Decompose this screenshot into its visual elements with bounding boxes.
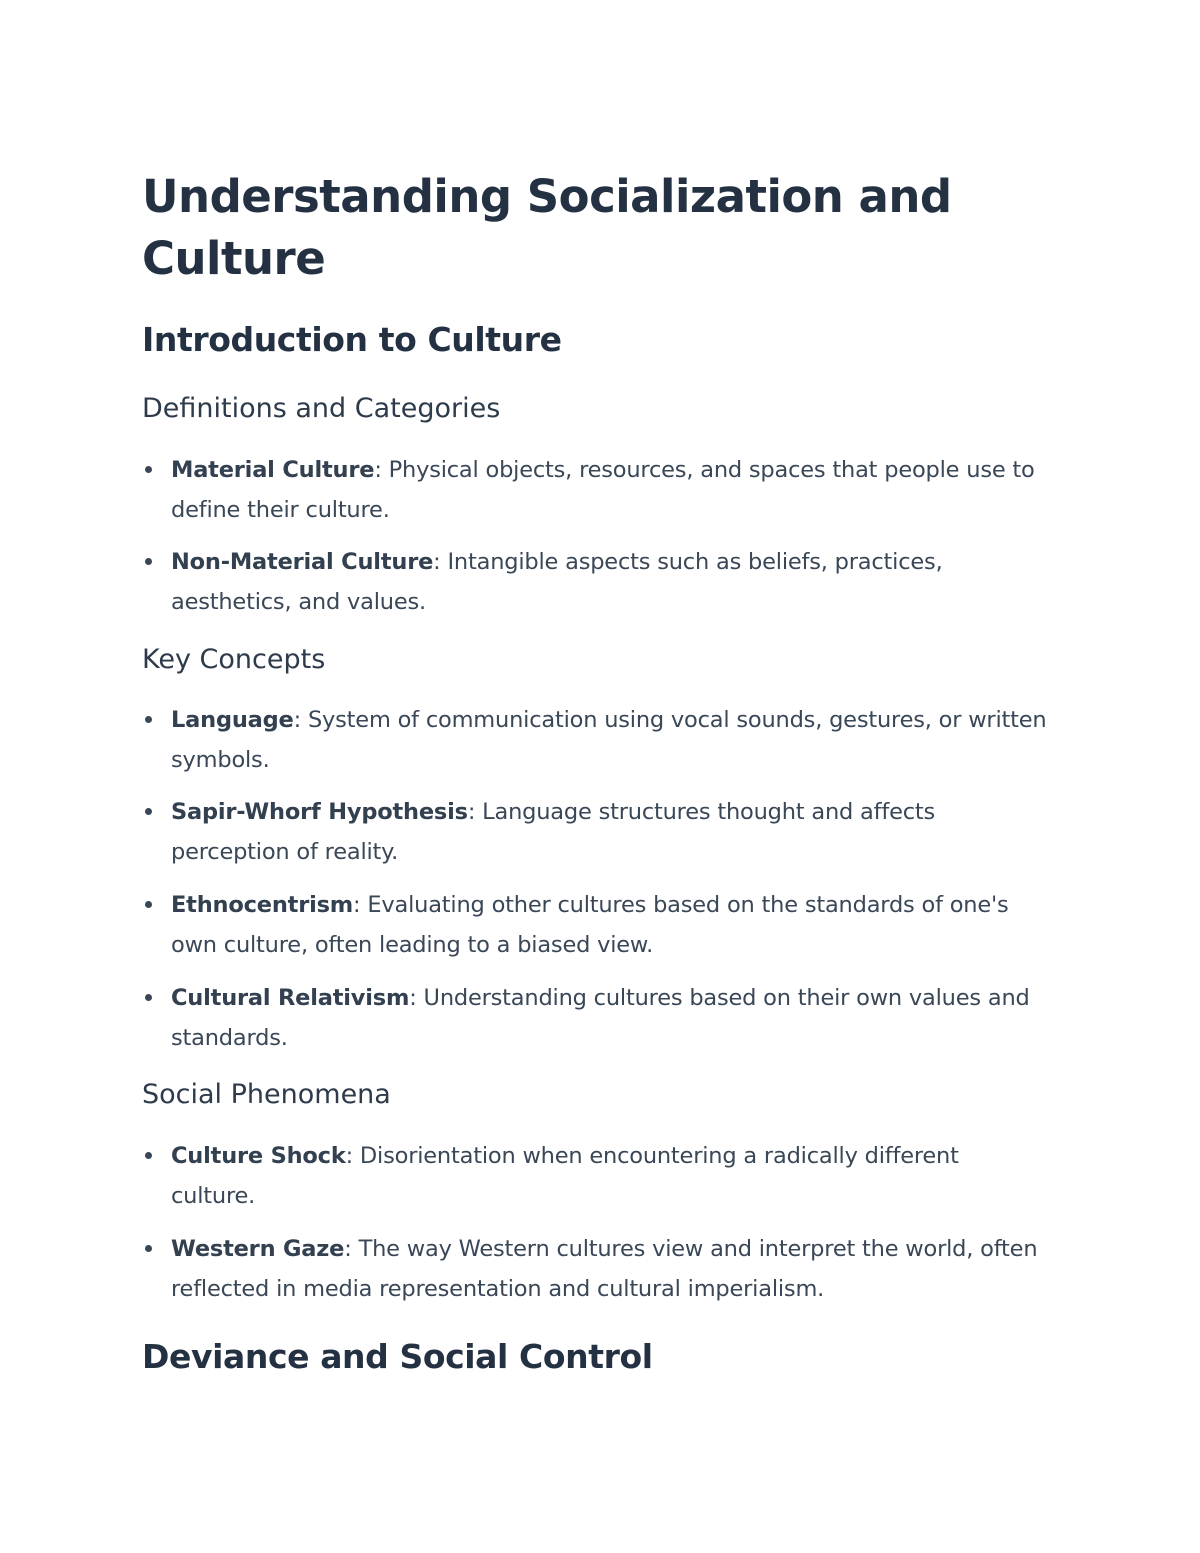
definition-text: : Intangible aspects such as beliefs, practices, aesthetics, and values. <box>171 549 943 615</box>
definition-text: : Language structures thought and affects perception of reality. <box>171 799 936 865</box>
section-heading-introduction-to-culture: Introduction to Culture <box>142 320 562 359</box>
definition-text: : Physical objects, resources, and spaces that people use to define their culture. <box>171 457 1035 523</box>
key-concepts-list <box>142 700 1047 1058</box>
term-cultural-relativism: Cultural Relativism <box>171 985 410 1011</box>
term-non-material-culture: Non-Material Culture <box>171 549 434 575</box>
term-sapir-whorf-hypothesis: Sapir-Whorf Hypothesis <box>171 799 468 825</box>
list-item <box>142 792 1047 872</box>
list-item <box>142 700 1047 780</box>
list-item <box>142 542 1047 622</box>
definition-text: : Evaluating other cultures based on the standards of one's own culture, often leading to a biased view. <box>171 892 1009 958</box>
bullet-icon <box>145 808 152 815</box>
bullet-icon <box>145 901 152 908</box>
section-heading-deviance-and-social-control: Deviance and Social Control <box>142 1337 653 1376</box>
term-language: Language <box>171 707 294 733</box>
definition-text: : Disorientation when encountering a radically different culture. <box>171 1143 959 1209</box>
bullet-icon <box>145 1152 152 1159</box>
bullet-icon <box>145 558 152 565</box>
bullet-icon <box>145 994 152 1001</box>
subsection-heading-definitions-and-categories: Definitions and Categories <box>142 393 501 424</box>
document-title: Understanding Socialization and Culture <box>142 170 952 285</box>
term-ethnocentrism: Ethnocentrism <box>171 892 354 918</box>
list-item <box>142 450 1047 530</box>
social-phenomena-list <box>142 1136 1047 1309</box>
bullet-icon <box>145 1245 152 1252</box>
bullet-icon <box>145 716 152 723</box>
subsection-heading-key-concepts: Key Concepts <box>142 644 326 675</box>
list-item <box>142 1229 1047 1309</box>
bullet-icon <box>145 466 152 473</box>
term-western-gaze: Western Gaze <box>171 1236 345 1262</box>
definition-text: : System of communication using vocal sounds, gestures, or written symbols. <box>171 707 1047 773</box>
subsection-heading-social-phenomena: Social Phenomena <box>142 1079 391 1110</box>
list-item <box>142 978 1047 1058</box>
list-item <box>142 885 1047 965</box>
definition-text: : Understanding cultures based on their own values and standards. <box>171 985 1030 1051</box>
list-item <box>142 1136 1047 1216</box>
term-culture-shock: Culture Shock <box>171 1143 346 1169</box>
definition-text: : The way Western cultures view and interpret the world, often reflected in media representation and cultural imperialism. <box>171 1236 1038 1302</box>
definitions-list <box>142 450 1047 622</box>
term-material-culture: Material Culture <box>171 457 375 483</box>
